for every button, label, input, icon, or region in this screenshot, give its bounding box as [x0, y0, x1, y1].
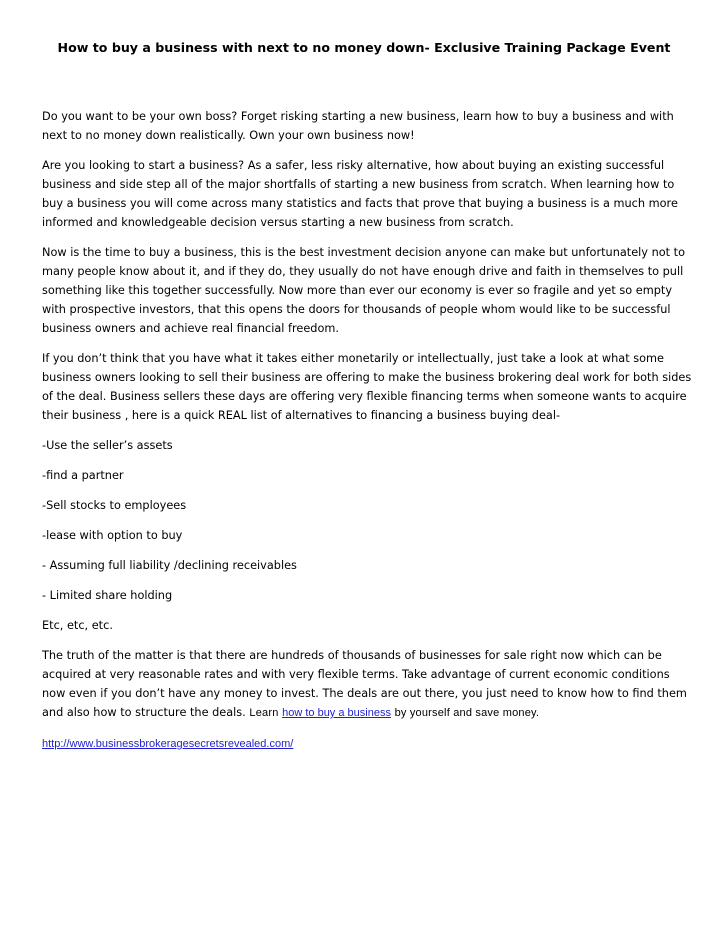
url-paragraph	[42, 734, 692, 754]
list-item-etc: Etc, etc, etc.	[42, 619, 113, 632]
document-title: How to buy a business with next to no money down- Exclusive Training Package Event	[57, 40, 671, 55]
paragraph-time-to-buy: Now is the time to buy a business, this is the best investment decision anyone can make but unfortunately not to many people know about it, and if they do, they usually do not have enough drive and faith in themselves to pull something like this together successfully. Now more than ever our economy is ever so fragile and yet so empty with prospective investors, that this opens the doors for thousands of people whom would like to be successful business owners and achieve real financial freedom.	[42, 246, 686, 335]
paragraph-closing	[42, 646, 692, 723]
list-item: - Limited share holding	[42, 589, 173, 602]
closing-learn: Learn	[249, 707, 279, 719]
list-item: -find a partner	[42, 469, 124, 482]
list-item: -Use the seller’s assets	[42, 439, 173, 452]
list-item: -lease with option to buy	[42, 529, 183, 542]
list-item: - Assuming full liability /declining receivables	[42, 559, 297, 572]
paragraph-intro: Do you want to be your own boss? Forget risking starting a new business, learn how to buy a business and with next to no money down realistically. Own your own business now!	[42, 110, 674, 142]
document-body	[42, 107, 692, 765]
closing-text: The truth of the matter is that there are hundreds of thousands of businesses for sale right now which can be acquired at very reasonable rates and with very flexible terms. Take advantage of current economic conditions now even if you don’t have any money to invest. The deals are out there, you just need to know how to find them and also how to structure the deals.	[42, 649, 687, 719]
paragraph-financing: If you don’t think that you have what it takes either monetarily or intellectually, just take a look at what some business owners looking to sell their business are offering to make the business brokering deal work for both sides of the deal. Business sellers these days are offering very flexible financing terms when someone wants to acquire their business , here is a quick REAL list of alternatives to financing a business buying deal-	[42, 352, 692, 422]
closing-suffix: by yourself and save money.	[394, 707, 540, 719]
list-item: -Sell stocks to employees	[42, 499, 187, 512]
website-url-link[interactable]: http://www.businessbrokeragesecretsrevealed.com/	[42, 738, 294, 750]
how-to-buy-link[interactable]: how to buy a business	[282, 707, 391, 719]
paragraph-start-business: Are you looking to start a business? As a safer, less risky alternative, how about buying an existing successful business and side step all of the major shortfalls of starting a new business from scratch. When learning how to buy a business you will come across many statistics and facts that prove that buying a business is a much more informed and knowledgeable decision versus starting a new business from scratch.	[42, 159, 678, 229]
